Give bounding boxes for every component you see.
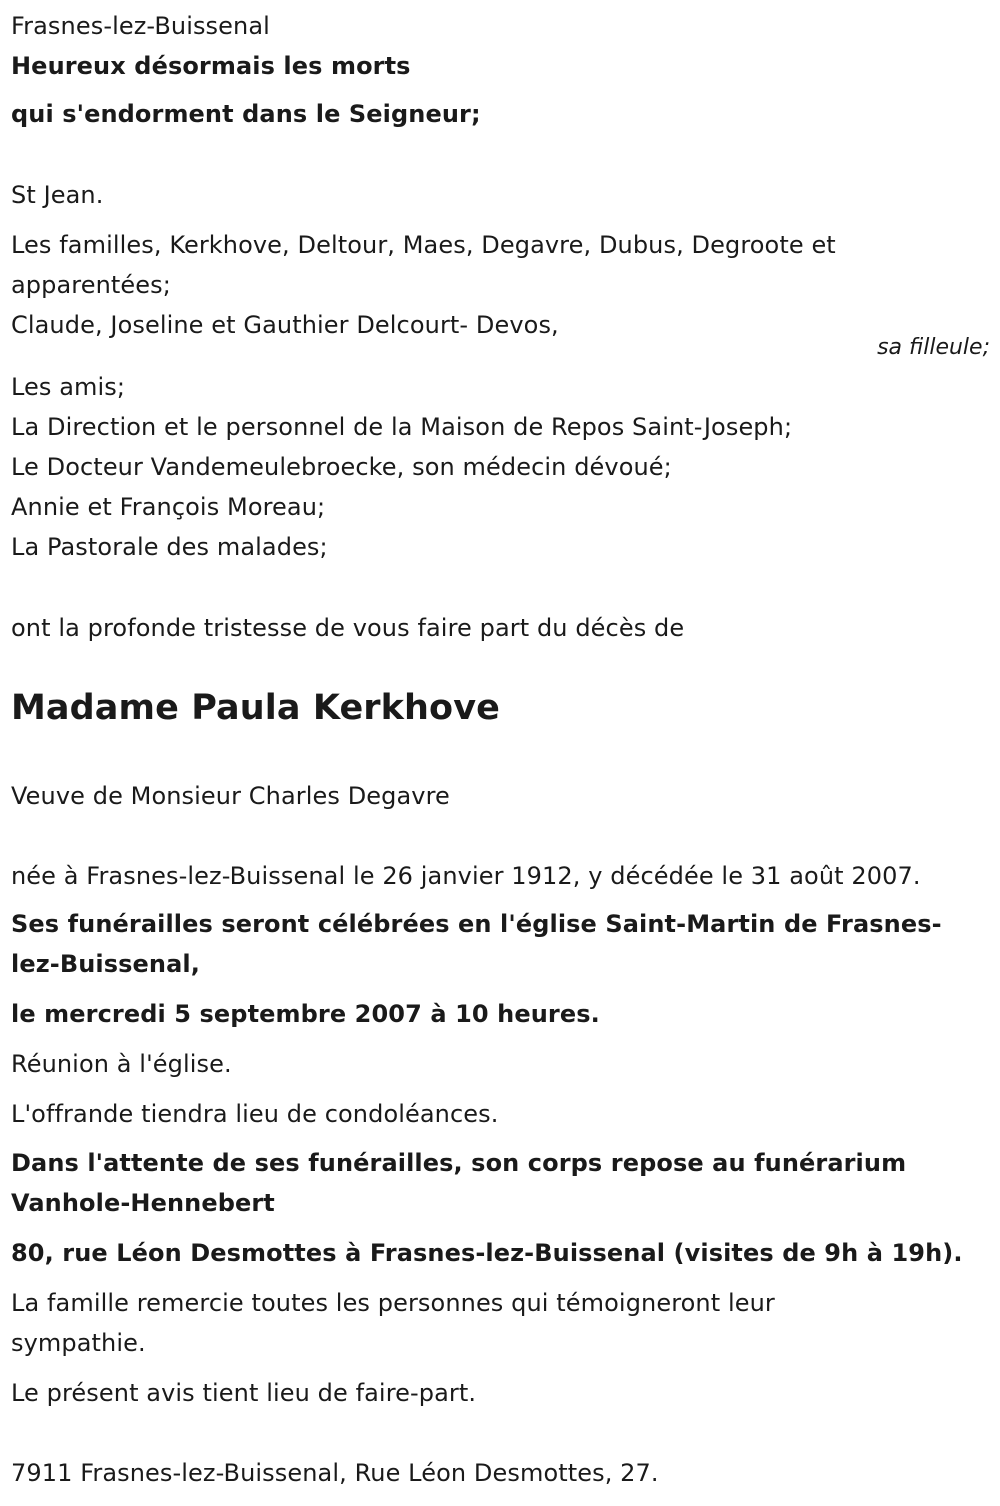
nursing-home-line: La Direction et le personnel de la Maison de Repos Saint-Joseph; <box>11 413 793 441</box>
verse-reference: St Jean. <box>11 181 104 209</box>
thanks-line-1: La famille remercie toutes les personnes qui témoigneront leur <box>11 1289 775 1317</box>
funerarium-line-1: Dans l'attente de ses funérailles, son corps repose au funérarium <box>11 1149 907 1177</box>
funerarium-line-2: Vanhole-Hennebert <box>11 1189 275 1217</box>
verse-line-2: qui s'endorment dans le Seigneur; <box>11 100 481 128</box>
goddaughter-note: sa filleule; <box>877 335 990 360</box>
goddaughter-names: Claude, Joseline et Gauthier Delcourt- Devos, <box>11 311 559 339</box>
widow-of-line: Veuve de Monsieur Charles Degavre <box>11 782 450 810</box>
notice-line: Le présent avis tient lieu de faire-part. <box>11 1379 477 1407</box>
home-address: 7911 Frasnes-lez-Buissenal, Rue Léon Desmottes, 27. <box>11 1459 659 1487</box>
offering-line: L'offrande tiendra lieu de condoléances. <box>11 1100 499 1128</box>
families-line-1: Les familles, Kerkhove, Deltour, Maes, Degavre, Dubus, Degroote et <box>11 231 836 259</box>
announcement-line: ont la profonde tristesse de vous faire part du décès de <box>11 614 685 642</box>
verse-line-1: Heureux désormais les morts <box>11 52 411 80</box>
funeral-church-line-1: Ses funérailles seront célébrées en l'église Saint-Martin de Frasnes- <box>11 910 942 938</box>
friends-line: Les amis; <box>11 373 126 401</box>
moreau-line: Annie et François Moreau; <box>11 493 326 521</box>
meeting-line: Réunion à l'église. <box>11 1050 232 1078</box>
families-line-2: apparentées; <box>11 271 171 299</box>
pastorale-line: La Pastorale des malades; <box>11 533 328 561</box>
thanks-line-2: sympathie. <box>11 1329 146 1357</box>
doctor-line: Le Docteur Vandemeulebroecke, son médecin dévoué; <box>11 453 672 481</box>
location-header: Frasnes-lez-Buissenal <box>11 12 270 40</box>
funerarium-address: 80, rue Léon Desmottes à Frasnes-lez-Buissenal (visites de 9h à 19h). <box>11 1239 963 1267</box>
deceased-name: Madame Paula Kerkhove <box>11 688 500 728</box>
funeral-datetime: le mercredi 5 septembre 2007 à 10 heures. <box>11 1000 600 1028</box>
funeral-church-line-2: lez-Buissenal, <box>11 950 200 978</box>
birth-death-line: née à Frasnes-lez-Buissenal le 26 janvier 1912, y décédée le 31 août 2007. <box>11 862 921 890</box>
